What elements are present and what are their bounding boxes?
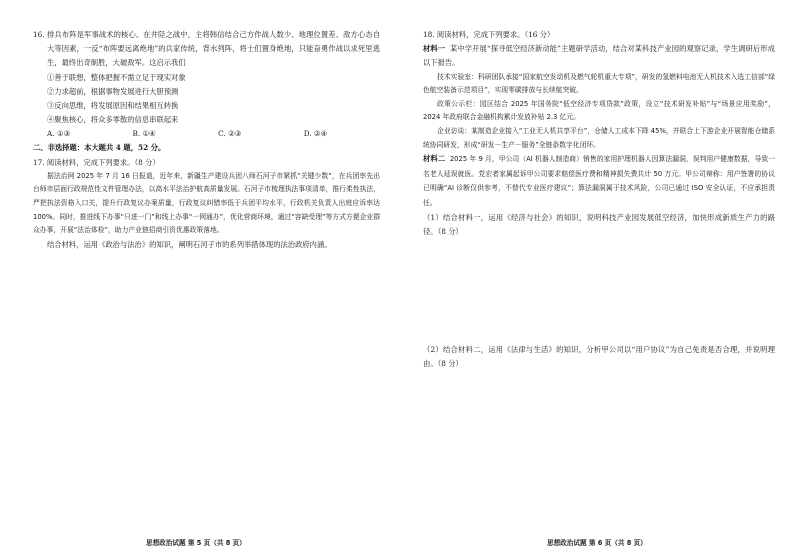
question-17-head: 17. 阅读材料，完成下列要求。（8 分） xyxy=(33,157,160,167)
page-5-content xyxy=(33,28,380,252)
material-1-enterprise: 企业访谈：某制造企业接入“工业无人机共享平台”，仓储人工成本下降 45%，并联合上下游企业开展智能仓储系统协同研发，形成“研发－生产－服务”全链条数字化闭环。 xyxy=(423,126,775,149)
question-17-material: 据法治网 2025 年 7 月 16 日报道，近年来，新疆生产建设兵团八师石河子市紧抓“关键少数”，在兵团率先出台师市层面行政规范性文件管理办法，以高水平法治护航高质量发展。石河子市梳理执法事项清单，推行柔性执法，严把执法资格入口关，提升行政复议办案质量，行政复议纠错率低于兵团平均水平，行政机关负责人出庭应诉率达 100%。同时，推进线下办事“只进一门”和线上办事“一网通办”，优化营商环境，通过“容缺受理”等方式方便企业群众办事，开展“法治体检”，助力产业链招商引资优惠政策落地。 xyxy=(33,171,380,235)
question-17-task: 结合材料，运用《政治与法治》的知识，阐明石河子市的系列举措体现的法治政府内涵。 xyxy=(47,239,332,249)
q16-choice-d[interactable]: D. ②④ xyxy=(303,129,327,139)
material-1-policy: 政策公示栏：园区结合 2025 年国务院“低空经济专项贷款”政策，设立“技术研发补贴”与“场景应用奖励”，2024 年政府联合金融机构累计发放补贴 2.3 亿元。 xyxy=(423,99,775,122)
page-6-content xyxy=(423,28,775,371)
q16-choice-a[interactable]: A. ①③ xyxy=(47,129,70,139)
q16-statement-3: ③反向思维，将发展原因和结果相互转换 xyxy=(47,101,179,111)
question-18-sub-1: （1）结合材料一，运用《经济与社会》的知识，说明科技产业园发展低空经济，加快形成新质生产力的路径。（8 分） xyxy=(423,212,775,236)
question-18-head: 18. 阅读材料，完成下列要求。（16 分） xyxy=(423,30,555,39)
q16-choices xyxy=(33,127,327,141)
q16-statement-1: ①善于联想，整体把握不需立足于现实对象 xyxy=(47,72,186,82)
material-1-intro xyxy=(423,42,775,70)
material-2-text: 2025 年 9 月，甲公司（AI 机器人制造商）销售的家用护理机器人因算法漏洞，误判用户健康数据，导致一名老人延误就医。党宏者家属起诉甲公司要求赔偿医疗费和精神损失费共计 50 万元。甲公司辩称：用户签署的协议已明确“AI 诊断仅供参考，不替代专业医疗建议”；算法漏洞属于技术风险，公司已通过 ISO 安全认证，不应承担责任。 xyxy=(423,155,775,207)
question-16-stem: 16. 排兵布阵是军事战术的核心。在井陉之战中，主将韩信结合己方作战人数少、地理位置差、敌方心态自大等因素，一反“布阵要远离绝地”的兵家传统，背水列阵，将士们置身绝地，只能奋勇作战以求死里逃生，最终出奇制胜，大破敌军。这启示我们 xyxy=(33,30,380,68)
material-1-intro-text: 某中学开展“探寻低空经济新动能”主题研学活动，结合对某科技产业园的观察记录，学生调研后形成以下报告。 xyxy=(423,44,775,68)
page-5-footer: 思想政治试题 第 5 页（共 8 页） xyxy=(146,539,246,547)
page-6-footer: 思想政治试题 第 6 页（共 8 页） xyxy=(547,539,647,547)
answer-space-1[interactable] xyxy=(423,239,775,343)
q16-statement-4: ④聚焦核心，将众多零散的信息串联起来 xyxy=(47,115,179,125)
material-1-label: 材料一 xyxy=(423,44,446,54)
section-2-heading: 二、非选择题：本大题共 4 题，52 分。 xyxy=(33,143,166,153)
q16-choice-c[interactable]: C. ②③ xyxy=(218,129,242,139)
material-2-label: 材料二 xyxy=(423,154,446,164)
q16-statement-2: ②力求超前，根据事物发展进行大胆预测 xyxy=(47,86,179,96)
material-1-tech-lab: 技术实验室：科研团队承接“国家航空发动机及燃气轮机重大专项”，研发的氢燃料电池无人机技术入选工信部“绿色航空装备示范项目”，实现零碳排放与长续航突破。 xyxy=(423,72,775,95)
q16-choice-b[interactable]: B. ①④ xyxy=(132,129,156,139)
material-2 xyxy=(423,152,775,210)
question-18-sub-2: （2）结合材料二，运用《法律与生活》的知识，分析甲公司以“用户协议”为自己免责是否合理，并说明理由。（8 分） xyxy=(423,344,775,369)
